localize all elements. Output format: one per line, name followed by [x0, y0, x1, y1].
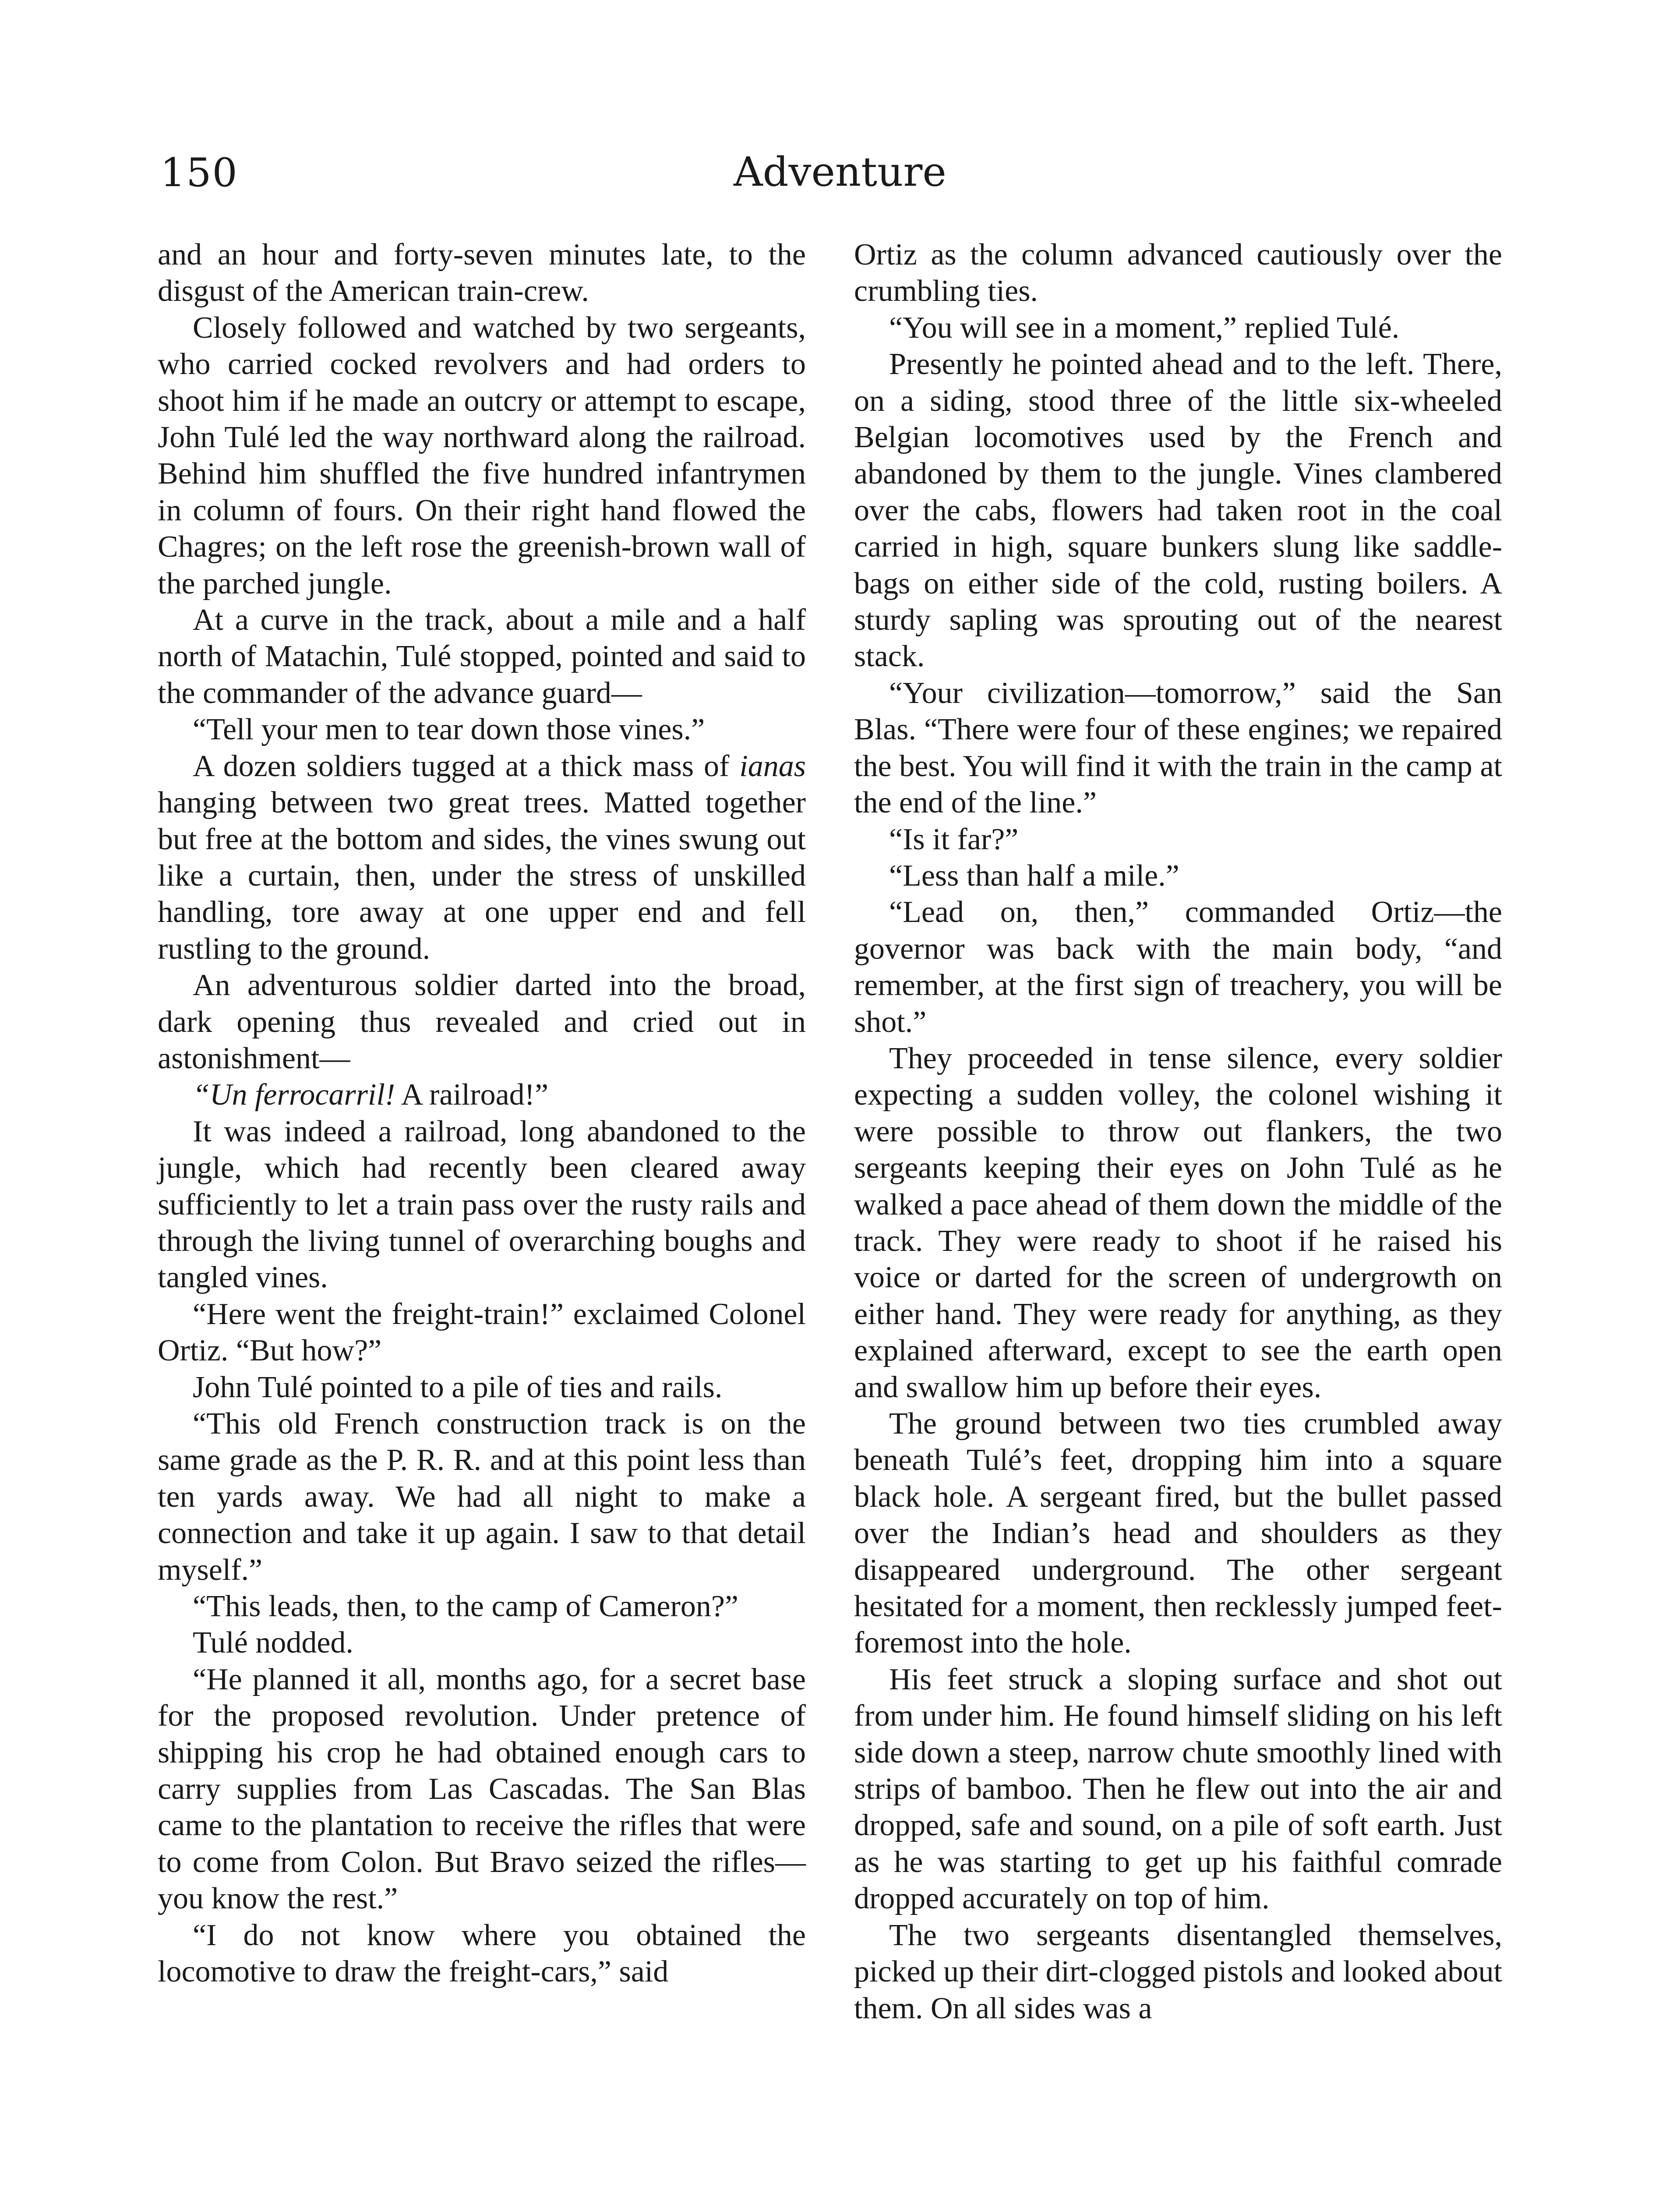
- paragraph: They proceeded in tense silence, every soldier expecting a sudden volley, the colonel wishing it were possible to throw out flankers, the two sergeants keeping their eyes on John Tulé as he walked a pace ahead of them down the middle of the track. They were ready to shoot if he raised his voice or darted for the screen of undergrowth on either hand. They were ready for anything, as they explained afterward, except to see the earth open and swallow him up before their eyes.: [854, 1041, 1502, 1404]
- paragraph: The two sergeants disentangled themselves, picked up their dirt-clogged pistols and looked about them. On all sides was a: [854, 1918, 1502, 2025]
- paragraph: “Tell your men to tear down those vines.”: [193, 713, 705, 747]
- paragraph: and an hour and forty-seven minutes late, to the disgust of the American train-crew.: [158, 238, 806, 308]
- paragraph: “You will see in a moment,” replied Tulé.: [889, 311, 1400, 345]
- paragraph-text: hanging between two great trees. Matted together but free at the bottom and sides, the vines swung out like a curtain, then, under the stress of unskilled handling, tore away at one upper end and fell rustling to the ground.: [158, 786, 806, 966]
- paragraph: “He planned it all, months ago, for a secret base for the proposed revolution. Under pretence of shipping his crop he had obtained enough cars to carry supplies from Las Cascadas. The San Blas came to the plantation to receive the rifles that were to come from Colon. But Bravo seized the rifles—you know the rest.”: [158, 1662, 806, 1916]
- italic-term: ianas: [739, 749, 806, 783]
- paragraph: “Your civilization—tomorrow,” said the San Blas. “There were four of these engines; we repaired the best. You will find it with the train in the camp at the end of the line.”: [854, 676, 1502, 820]
- italic-term: “Un ferrocarril!: [193, 1078, 395, 1112]
- paragraph: [158, 1077, 806, 1113]
- paragraph: It was indeed a railroad, long abandoned to the jungle, which had recently been cleared away sufficiently to let a train pass over the rusty rails and through the living tunnel of overarching boughs and tangled vines.: [158, 1114, 806, 1295]
- running-head: Adventure: [734, 148, 946, 195]
- paragraph: Tulé nodded.: [193, 1626, 353, 1660]
- paragraph-text: A railroad!”: [395, 1078, 549, 1112]
- paragraph: “Here went the freight-train!” exclaimed Colonel Ortiz. “But how?”: [158, 1297, 806, 1368]
- paragraph: At a curve in the track, about a mile and a half north of Matachin, Tulé stopped, pointed and said to the commander of the advance guard—: [158, 603, 806, 710]
- paragraph: The ground between two ties crumbled away beneath Tulé’s feet, dropping him into a square black hole. A sergeant fired, but the bullet passed over the Indian’s head and shoulders as they disappeared underground. The other sergeant hesitated for a moment, then recklessly jumped feet-foremost into the hole.: [854, 1407, 1502, 1660]
- paragraph: Ortiz as the column advanced cautiously over the crumbling ties.: [854, 238, 1502, 308]
- page-number: 150: [160, 150, 238, 196]
- left-column: [158, 237, 806, 1990]
- paragraph: Presently he pointed ahead and to the left. There, on a siding, stood three of the little six-wheeled Belgian locomotives used by the French and abandoned by them to the jungle. Vines clambered over the cabs, flowers had taken root in the coal carried in high, square bunkers slung like saddle-bags on either side of the cold, rusting boilers. A sturdy sapling was sprouting out of the nearest stack.: [854, 347, 1502, 674]
- paragraph: John Tulé pointed to a pile of ties and rails.: [193, 1370, 723, 1404]
- paragraph: His feet struck a sloping surface and shot out from under him. He found himself sliding on his left side down a steep, narrow chute smoothly lined with strips of bamboo. Then he flew out into the air and dropped, safe and sound, on a pile of soft earth. Just as he was starting to get up his faithful comrade dropped accurately on top of him.: [854, 1662, 1502, 1916]
- paragraph: Closely followed and watched by two sergeants, who carried cocked revolvers and had orders to shoot him if he made an outcry or attempt to escape, John Tulé led the way northward along the railroad. Behind him shuffled the five hundred infantrymen in column of fours. On their right hand flowed the Chagres; on the left rose the greenish-brown wall of the parched jungle.: [158, 311, 806, 600]
- paragraph: “Lead on, then,” commanded Ortiz—the governor was back with the main body, “and remember, at the first sign of treachery, you will be shot.”: [854, 895, 1502, 1039]
- paragraph: An adventurous soldier darted into the broad, dark opening thus revealed and cried out in astonishment—: [158, 968, 806, 1075]
- paragraph: “I do not know where you obtained the locomotive to draw the freight-cars,” said: [158, 1918, 806, 1989]
- paragraph: “Is it far?”: [889, 822, 1019, 856]
- paragraph: “This old French construction track is on the same grade as the P. R. R. and at this point less than ten yards away. We had all night to make a connection and take it up again. I saw to that detail myself.”: [158, 1407, 806, 1587]
- paragraph: “Less than half a mile.”: [889, 858, 1179, 893]
- paragraph: “This leads, then, to the camp of Cameron?”: [193, 1590, 738, 1624]
- right-column: [854, 237, 1502, 2027]
- paragraph-text: A dozen soldiers tugged at a thick mass of: [193, 749, 730, 783]
- paragraph: [158, 748, 806, 967]
